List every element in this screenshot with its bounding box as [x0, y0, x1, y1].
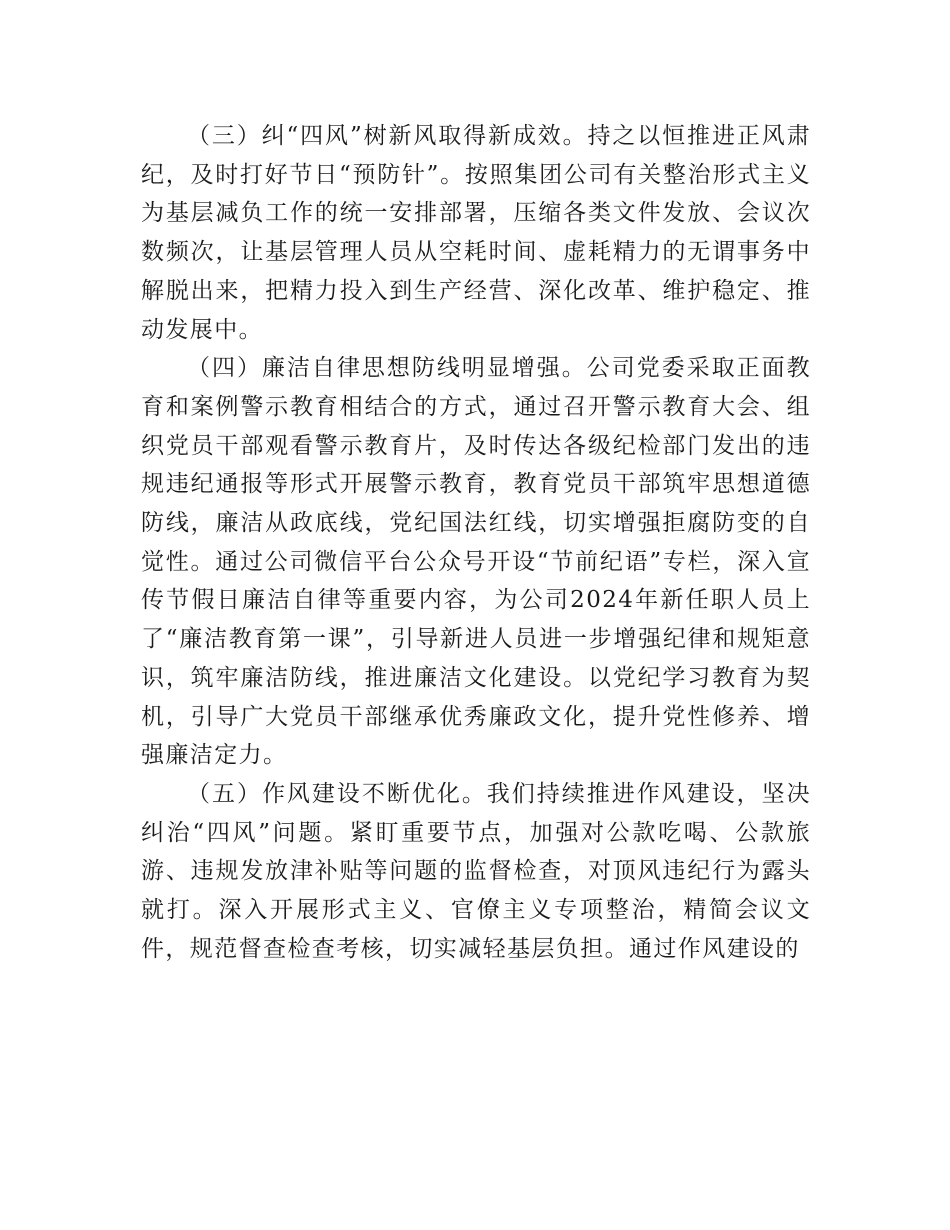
paragraph-three: （三）纠“四风”树新风取得新成效。持之以恒推进正风肃纪，及时打好节日“预防针”。按照集团公司有关整治形式主义为基层减负工作的统一安排部署，压缩各类文件发放、会议次数频次，让基层管理人员从空耗时间、虚耗精力的无谓事务中解脱出来，把精力投入到生产经营、深化改革、维护稳定、推动发展中。: [141, 123, 811, 343]
paragraph-four: （四）廉洁自律思想防线明显增强。公司党委采取正面教育和案例警示教育相结合的方式，通过召开警示教育大会、组织党员干部观看警示教育片，及时传达各级纪检部门发出的违规违纪通报等形式开展警示教育，教育党员干部筑牢思想道德防线，廉洁从政底线，党纪国法红线，切实增强拒腐防变的自觉性。通过公司微信平台公众号开设“节前纪语”专栏，深入宣传节假日廉洁自律等重要内容，为公司2024年新任职人员上了“廉洁教育第一课”，引导新进人员进一步增强纪律和规矩意识，筑牢廉洁防线，推进廉洁文化建设。以党纪学习教育为契机，引导广大党员干部继承优秀廉政文化，提升党性修养、增强廉洁定力。: [141, 355, 811, 769]
paragraph-five: （五）作风建设不断优化。我们持续推进作风建设，坚决纠治“四风”问题。紧盯重要节点，加强对公款吃喝、公款旅游、违规发放津补贴等问题的监督检查，对顶风违纪行为露头就打。深入开展形式主义、官僚主义专项整治，精简会议文件，规范督查检查考核，切实减轻基层负担。通过作风建设的: [141, 780, 811, 962]
document-body: [141, 117, 811, 968]
